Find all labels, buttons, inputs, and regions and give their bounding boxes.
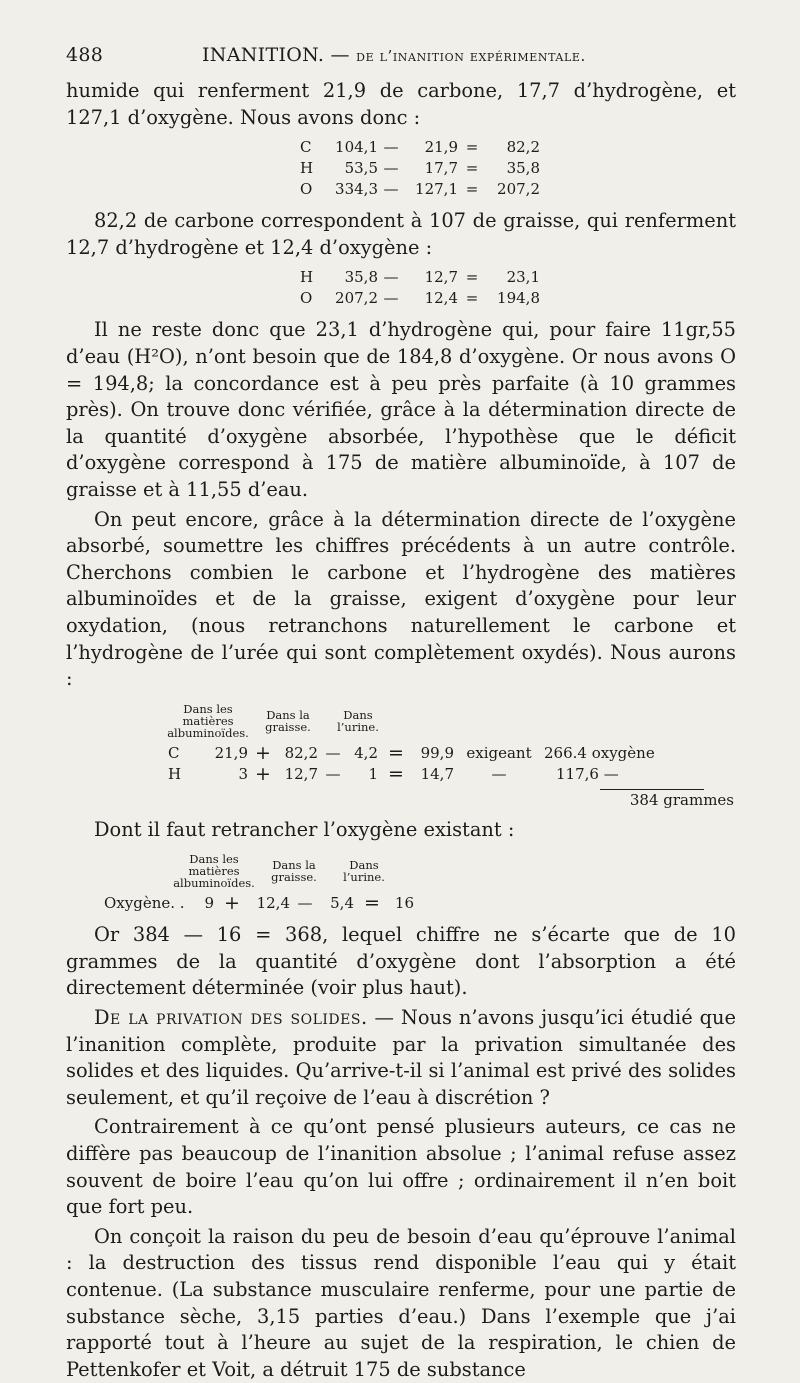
calc-row: O 207,2 — 12,4 = 194,8	[300, 289, 540, 308]
section-heading: De la privation des solides.	[94, 1006, 368, 1030]
running-title-sub: de l’inanition expérimentale.	[356, 47, 586, 65]
col-header-graisse: Dans la graisse.	[265, 707, 311, 734]
oxygen-table	[128, 703, 736, 811]
paragraph-8: Contrairement à ce qu’ont pensé plusieurs auteurs, ce cas ne diffère pas beaucoup de l’inanition absolue ; l’animal refuse assez souvent de boire l’eau qu’on lui offre ; ordinairement il n’en boit que fort peu.	[66, 1115, 736, 1219]
table-row: Oxygène. . 9 + 12,4 — 5,4 = 16	[104, 892, 414, 915]
running-title	[202, 44, 586, 66]
paragraph-6: Or 384 — 16 = 368, lequel chiffre ne s’écarte que de 10 grammes de la quantité d’oxygène dont l’absorption a été directement déterminée (voir plus haut).	[66, 923, 736, 1000]
paragraph-3: Il ne reste donc que 23,1 d’hydrogène qui, pour faire 11gr,55 d’eau (H²O), n’ont besoin que de 184,8 d’oxygène. Or nous avons O = 194,8; la concordance est à peu près parfaite (à 10 grammes près). On trouve donc vérifiée, grâce à la détermination directe de la quantité d’oxygène absorbée, l’hypothèse que le déficit d’oxygène correspond à 175 de matière albuminoïde, à 107 de graisse et à 11,55 d’eau.	[66, 318, 736, 501]
col-header-albuminoides: Dans les matières albuminoïdes.	[167, 701, 249, 740]
col-header-urine: Dans l’urine.	[343, 858, 385, 885]
table-row: H 3 + 12,7 — 1 = 14,7 — 117,6 —	[168, 762, 619, 785]
paragraph-7-text: — Nous n’avons jusqu’ici étudié que l’inanition complète, produite par la privation simultanée des solides et des liquides. Qu’arrive-t-il si l’animal est privé des solides seulement, et qu’il reçoive de l’eau à discrétion ?	[66, 1006, 736, 1109]
running-title-main: INANITION. —	[202, 44, 350, 66]
paragraph-9: On conçoit la raison du peu de besoin d’eau qu’éprouve l’animal : la destruction des tissus rend disponible l’eau qui y était contenue. (La substance musculaire renferme, pour une partie de substance sèche, 3,15 parties d’eau.) Dans l’exemple que j’ai rapporté tout à l’heure au sujet de la respiration, le chien de Pettenkofer et Voit, a détruit 175 de substance	[66, 1224, 736, 1381]
calculation-2	[300, 267, 736, 309]
calc-row: O 334,3 — 127,1 = 207,2	[300, 180, 540, 199]
page-number: 488	[66, 44, 104, 66]
table-headers	[174, 853, 736, 889]
calc-row: H 53,5 — 17,7 = 35,8	[300, 159, 540, 178]
paragraph-4: On peut encore, grâce à la détermination directe de l’oxygène absorbé, soumettre les chiffres précédents à un autre contrôle. Cherchons combien le carbone et l’hydrogène des matières albuminoïdes et de la graisse, exigent d’oxygène pour leur oxydation, (nous retranchons naturellement le carbone et l’hydrogène de l’urée qui sont complètement oxydés). Nous aurons :	[66, 507, 736, 691]
calc-row: C 104,1 — 21,9 = 82,2	[300, 138, 540, 157]
table-headers	[168, 703, 736, 739]
col-header-urine: Dans l’urine.	[337, 707, 379, 734]
existing-oxygen-table	[104, 853, 736, 914]
col-header-graisse: Dans la graisse.	[271, 858, 317, 885]
paragraph-2: 82,2 de carbone correspondent à 107 de graisse, qui renferment 12,7 d’hydrogène et 12,4 d’oxygène :	[66, 209, 736, 259]
calc-row: H 35,8 — 12,7 = 23,1	[300, 268, 540, 287]
col-header-albuminoides: Dans les matières albuminoïdes.	[173, 852, 255, 891]
paragraph-1: humide qui renferment 21,9 de carbone, 17,7 d’hydrogène, et 127,1 d’oxygène. Nous avons donc :	[66, 79, 736, 129]
paragraph-5: Dont il faut retrancher l’oxygène existant :	[94, 817, 515, 841]
paragraph-7	[66, 1005, 736, 1111]
table-row: C 21,9 + 82,2 — 4,2 = 99,9 exigeant 266.4 oxygène	[168, 741, 655, 764]
table-total: 384 grammes	[629, 790, 734, 809]
page-body	[66, 78, 736, 1383]
calculation-1	[300, 137, 736, 200]
